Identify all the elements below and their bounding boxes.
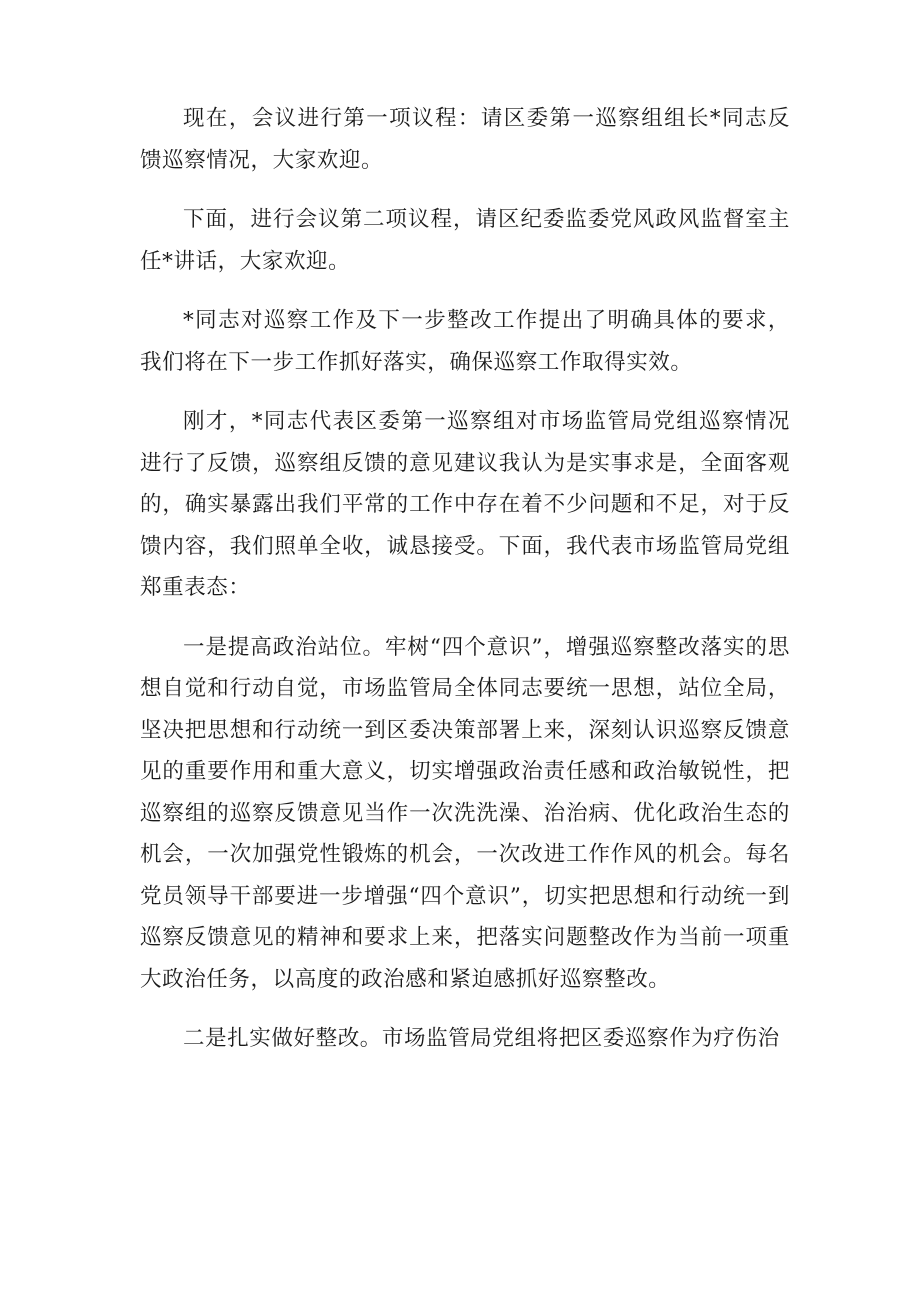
document-body bbox=[140, 98, 790, 1078]
paragraph-agenda-item-two: 下面，进行会议第二项议程，请区纪委监委党风政风监督室主任*讲话，大家欢迎。 bbox=[140, 207, 790, 274]
paragraph-feedback-acceptance: 刚才，*同志代表区委第一巡察组对市场监管局党组巡察情况进行了反馈，巡察组反馈的意见建议我认为是实事求是，全面客观的，确实暴露出我们平常的工作中存在着不少问题和不足，对于反馈内容，我们照单全收，诚恳接受。下面，我代表市场监管局党组郑重表态： bbox=[140, 409, 790, 600]
paragraph-point-one-political-stance: 一是提高政治站位。牢树“四个意识”，增强巡察整改落实的思想自觉和行动自觉，市场监管局全体同志要统一思想，站位全局，坚决把思想和行动统一到区委决策部署上来，深刻认识巡察反馈意见的重要作用和重大意义，切实增强政治责任感和政治敏锐性，把巡察组的巡察反馈意见当作一次洗洗澡、治治病、优化政治生态的机会，一次加强党性锻炼的机会，一次改进工作作风的机会。每名党员领导干部要进一步增强“四个意识”，切实把思想和行动统一到巡察反馈意见的精神和要求上来，把落实问题整改作为当前一项重大政治任务，以高度的政治感和紧迫感抓好巡察整改。 bbox=[140, 634, 790, 992]
paragraph-point-two-rectification: 二是扎实做好整改。市场监管局党组将把区委巡察作为疗伤治 bbox=[183, 1026, 780, 1051]
paragraph-requirements-response: *同志对巡察工作及下一步整改工作提出了明确具体的要求，我们将在下一步工作抓好落实，确保巡察工作取得实效。 bbox=[140, 308, 790, 375]
paragraph-agenda-item-one: 现在，会议进行第一项议程：请区委第一巡察组组长*同志反馈巡察情况，大家欢迎。 bbox=[140, 106, 790, 173]
